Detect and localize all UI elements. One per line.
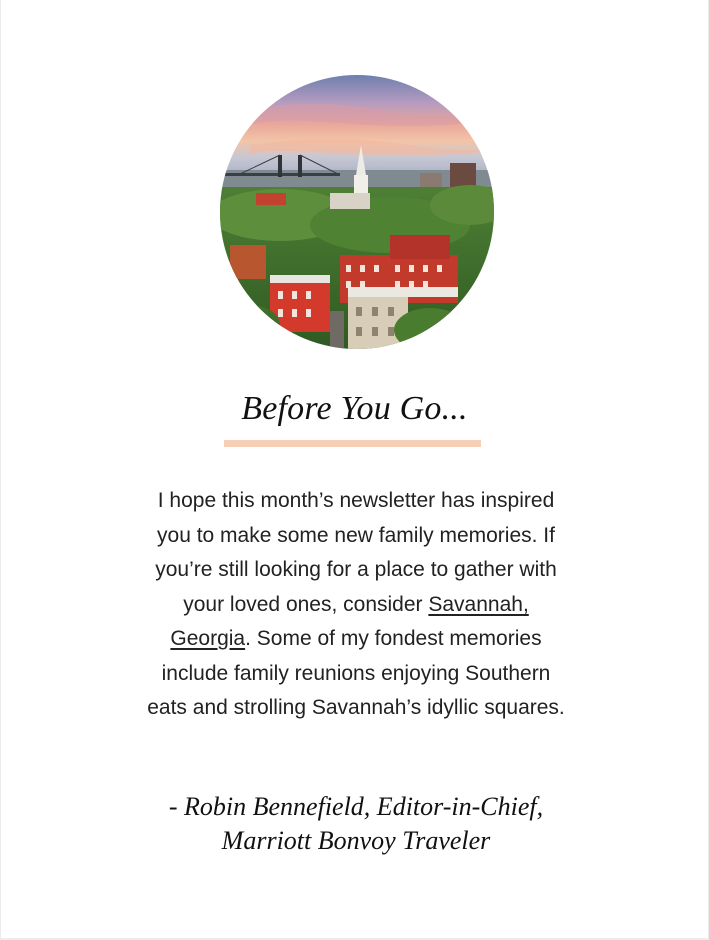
paragraph-text-end: . Some of my fondest memories include family reunions enjoying Southern eats and strolling Savannah’s idyllic squares. bbox=[147, 627, 565, 719]
heading-underline-accent bbox=[224, 440, 481, 447]
savannah-skyline-illustration bbox=[220, 75, 494, 349]
savannah-hero-image bbox=[220, 75, 494, 349]
signature-name-line: - Robin Bennefield, Editor-in-Chief, bbox=[168, 792, 544, 821]
savannah-georgia-link[interactable]: Savannah, Georgia bbox=[170, 592, 529, 650]
paragraph-text-start: I hope this month’s newsletter has inspired you to make some new family memories. If you’re still looking for a place to gather with your loved ones, consider bbox=[155, 489, 557, 616]
editor-note-paragraph bbox=[141, 484, 571, 726]
editor-signature bbox=[101, 790, 611, 858]
section-heading: Before You Go... bbox=[241, 390, 468, 427]
signature-publication-line: Marriott Bonvoy Traveler bbox=[221, 826, 491, 855]
